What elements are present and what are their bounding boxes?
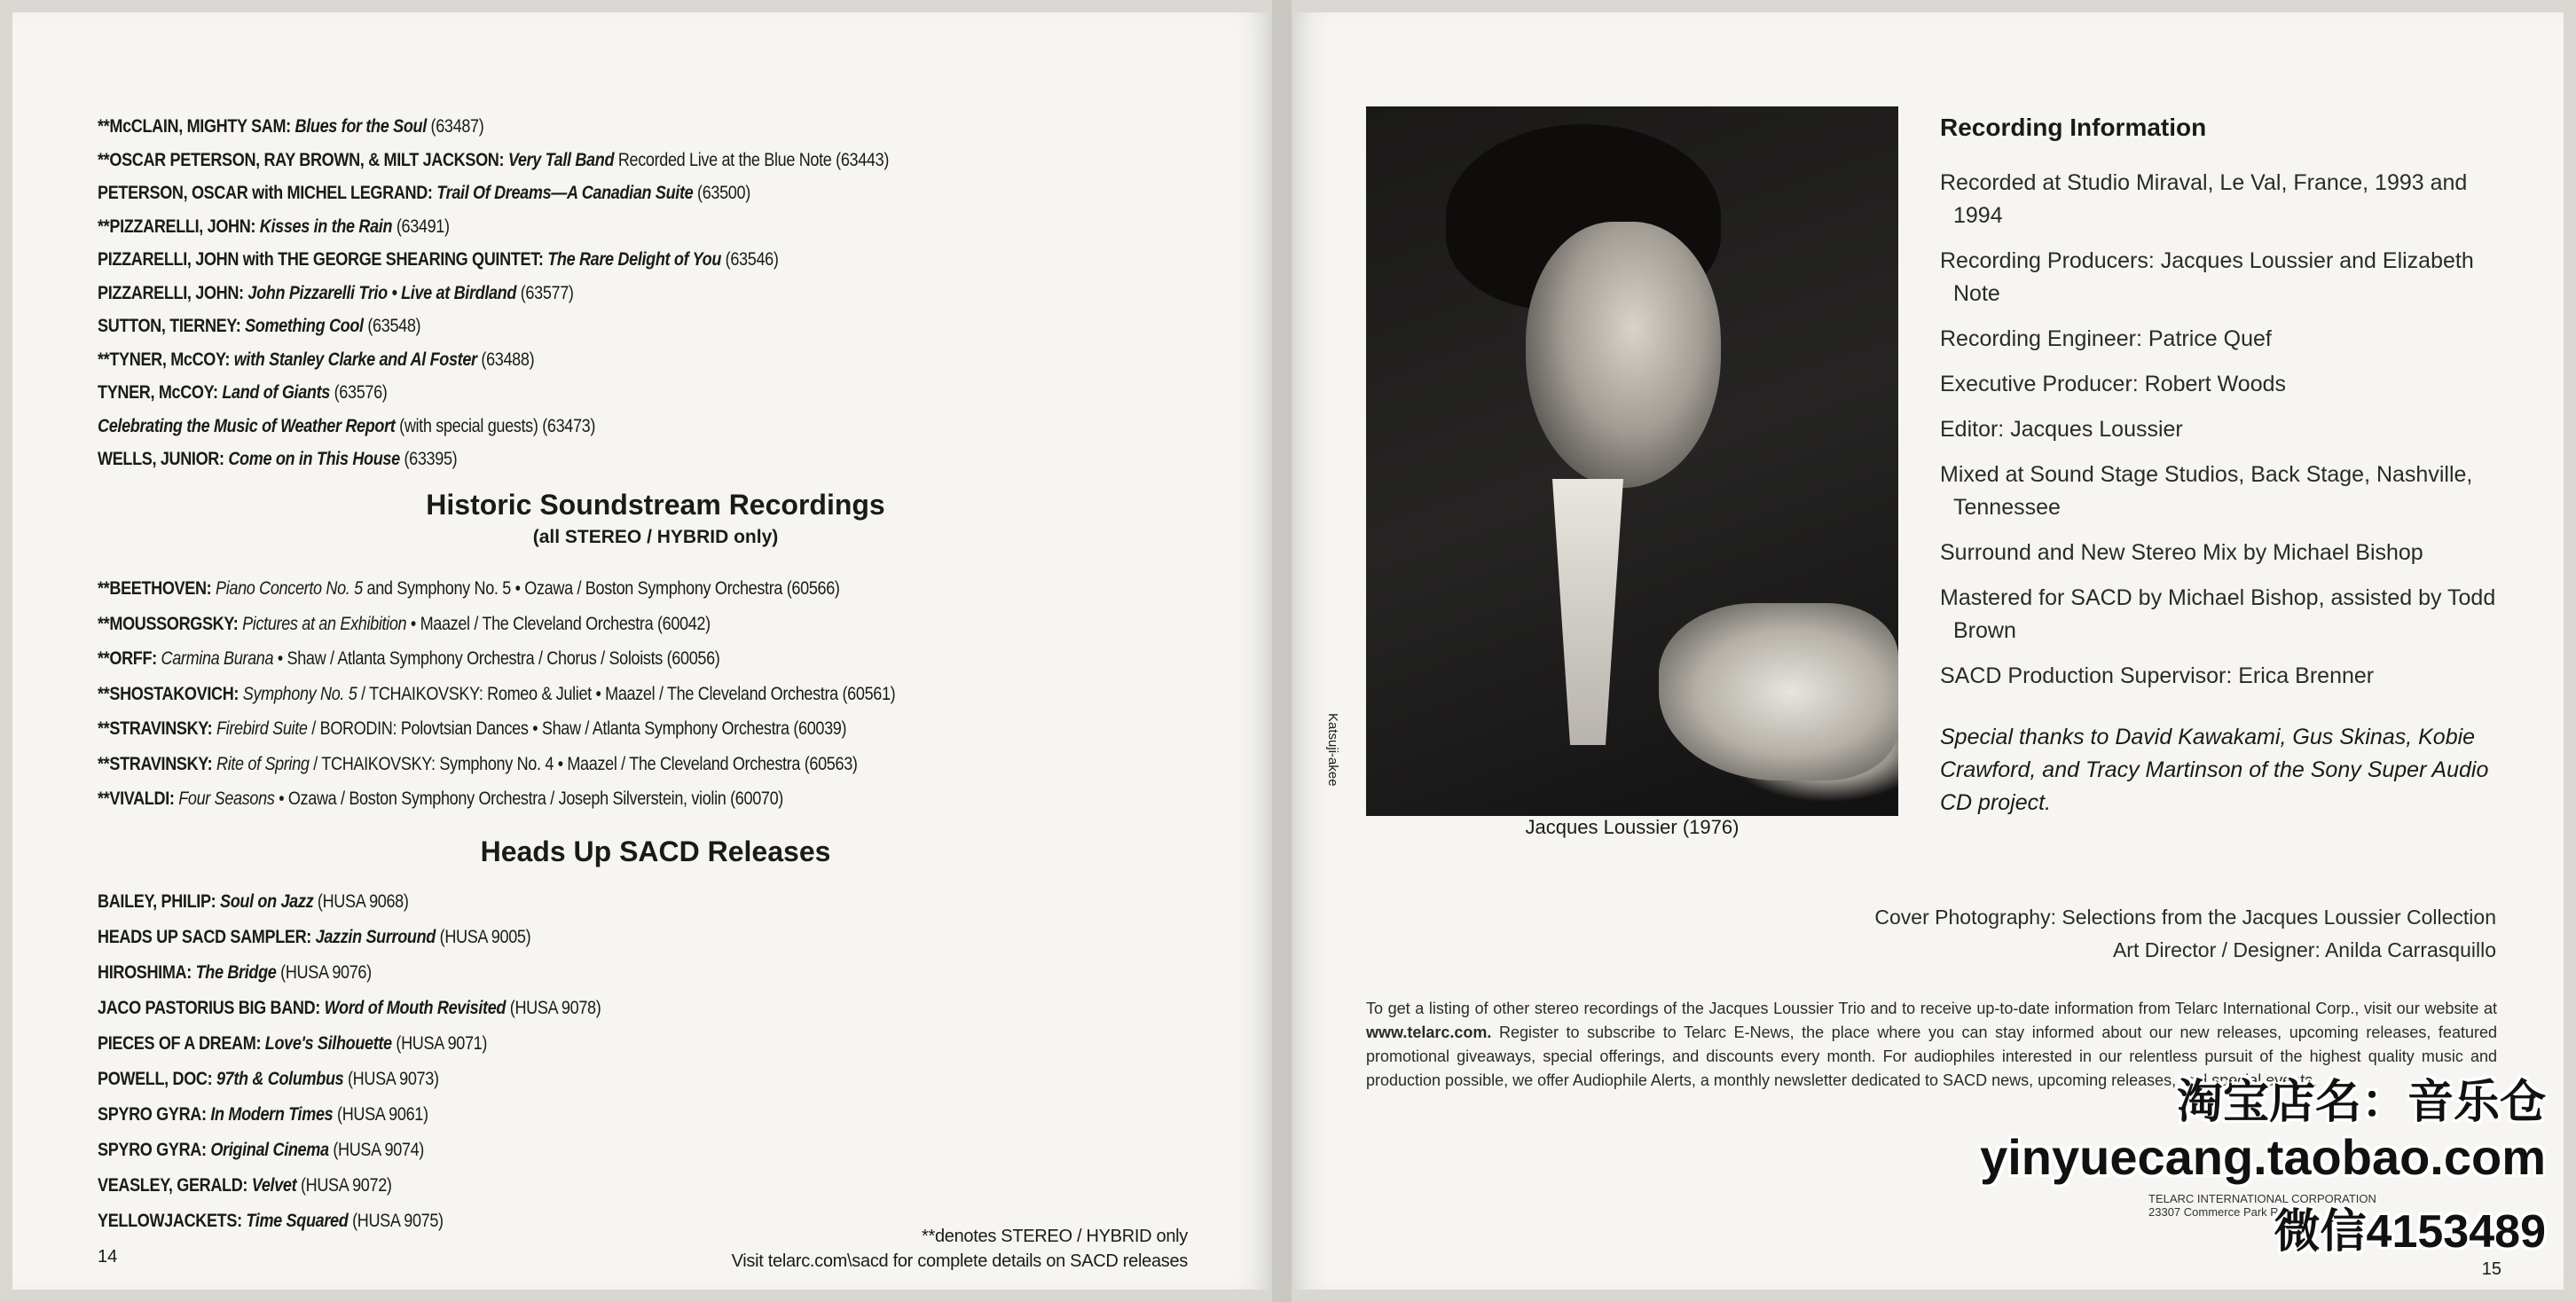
catalog-entry	[98, 376, 889, 410]
entry-title: Word of Mouth Revisited	[324, 998, 507, 1018]
entry-artist: JACO PASTORIUS BIG BAND:	[98, 998, 320, 1018]
entry-title: Land of Giants	[222, 382, 330, 403]
website-url[interactable]: www.telarc.com.	[1366, 1024, 1492, 1041]
footnote-stereo: **denotes STEREO / HYBRID only	[921, 1227, 1188, 1246]
entry-artist: **McCLAIN, MIGHTY SAM:	[98, 116, 291, 137]
entry-note: (HUSA 9073)	[348, 1069, 439, 1089]
entry-title: 97th & Columbus	[216, 1069, 344, 1089]
entry-note: (HUSA 9071)	[396, 1033, 488, 1054]
entry-artist: BAILEY, PHILIP:	[98, 891, 216, 912]
entry-note: (HUSA 9068)	[317, 891, 409, 912]
catalog-entry	[98, 310, 889, 343]
catalog-entry	[98, 1204, 601, 1239]
entry-note: Recorded Live at the Blue Note (63443)	[617, 149, 890, 170]
historic-list	[98, 571, 1025, 817]
entry-title: The Bridge	[195, 962, 277, 983]
entry-note: (HUSA 9076)	[280, 962, 372, 983]
entry-note: (HUSA 9078)	[509, 998, 601, 1018]
entry-artist: **MOUSSORGSKY:	[98, 613, 239, 634]
entry-note: (HUSA 9075)	[352, 1211, 444, 1231]
entry-artist: SPYRO GYRA:	[98, 1104, 207, 1125]
entry-note: / TCHAIKOVSKY: Symphony No. 4 • Maazel / The Cleveland Orchestra (60563)	[313, 753, 858, 774]
entry-artist: **TYNER, McCOY:	[98, 349, 231, 370]
catalog-list	[98, 110, 1017, 476]
entry-note: (63488)	[481, 349, 535, 370]
entry-artist: HIROSHIMA:	[98, 962, 192, 983]
catalog-entry	[98, 110, 889, 144]
photo-caption: Jacques Loussier (1976)	[1525, 816, 1740, 838]
entry-title: In Modern Times	[210, 1104, 334, 1125]
entry-note: (HUSA 9005)	[439, 927, 531, 947]
recording-info-item: Recording Producers: Jacques Loussier and Elizabeth Note	[1940, 248, 2474, 306]
entry-artist: PIZZARELLI, JOHN:	[98, 282, 244, 303]
page-number: 15	[2481, 1259, 2501, 1279]
catalog-entry	[98, 884, 601, 920]
entry-note: (63576)	[334, 382, 388, 403]
entry-artist: PIECES OF A DREAM:	[98, 1033, 262, 1054]
catalog-entry	[98, 1133, 601, 1168]
entry-artist: PIZZARELLI, JOHN with THE GEORGE SHEARING QUINTET:	[98, 249, 544, 270]
corp-name: TELARC INTERNATIONAL CORPORATION	[2148, 1192, 2376, 1205]
entry-title: Love's Silhouette	[264, 1033, 392, 1054]
entry-title: Soul on Jazz	[220, 891, 314, 912]
entry-title: Jazzin Surround	[315, 927, 436, 947]
entry-title: Velvet	[251, 1175, 297, 1196]
entry-note: (63548)	[367, 316, 421, 336]
recording-info-heading: Recording Information	[1940, 114, 2207, 141]
catalog-entry	[98, 210, 889, 244]
entry-artist: SPYRO GYRA:	[98, 1140, 207, 1160]
entry-note: (HUSA 9074)	[333, 1140, 424, 1160]
entry-title: Symphony No. 5	[242, 683, 357, 704]
catalog-entry	[98, 243, 889, 277]
entry-title: Firebird Suite	[216, 718, 308, 739]
catalog-entry	[98, 277, 889, 310]
watermark-wechat: 微信4153489	[2274, 1206, 2546, 1258]
entry-note: (HUSA 9072)	[300, 1175, 392, 1196]
catalog-entry	[98, 410, 889, 443]
entry-title: Something Cool	[245, 316, 364, 336]
cover-photo-credit: Cover Photography: Selections from the Jacques Loussier Collection	[1874, 906, 2496, 929]
entry-artist: **SHOSTAKOVICH:	[98, 683, 240, 704]
entry-title: Piano Concerto No. 5	[216, 578, 363, 599]
left-page	[12, 12, 1272, 1290]
entry-title: John Pizzarelli Trio • Live at Birdland	[247, 282, 517, 303]
entry-title: Very Tall Band	[507, 149, 615, 170]
entry-note: (63500)	[697, 183, 750, 203]
book-gutter	[1272, 0, 1292, 1302]
entry-artist: TYNER, McCOY:	[98, 382, 218, 403]
catalog-entry	[98, 176, 889, 210]
entry-title: Kisses in the Rain	[259, 216, 393, 237]
recording-info-item: Editor: Jacques Loussier	[1940, 417, 2183, 442]
entry-title: Celebrating the Music of Weather Report	[98, 415, 396, 436]
corp-address: 23307 Commerce Park Road	[2148, 1205, 2298, 1219]
catalog-entry	[98, 711, 895, 747]
entry-note: / TCHAIKOVSKY: Romeo & Juliet • Maazel / The Cleveland Orchestra (60561)	[361, 683, 896, 704]
entry-artist: **BEETHOVEN:	[98, 578, 212, 599]
historic-heading: Historic Soundstream Recordings	[426, 489, 885, 521]
entry-title: Original Cinema	[210, 1140, 329, 1160]
entry-title: Pictures at an Exhibition	[242, 613, 407, 634]
catalog-entry	[98, 991, 601, 1026]
entry-artist: PETERSON, OSCAR with MICHEL LEGRAND:	[98, 183, 433, 203]
catalog-entry	[98, 607, 895, 642]
catalog-entry	[98, 747, 895, 782]
entry-artist: WELLS, JUNIOR:	[98, 449, 224, 469]
entry-title: Rite of Spring	[216, 753, 310, 774]
entry-note: (63487)	[430, 116, 484, 137]
catalog-entry	[98, 1168, 601, 1204]
catalog-entry	[98, 443, 889, 476]
entry-artist: HEADS UP SACD SAMPLER:	[98, 927, 311, 947]
entry-title: The Rare Delight of You	[547, 249, 722, 270]
entry-artist: **VIVALDI:	[98, 788, 175, 809]
portrait-photo	[1366, 106, 1898, 816]
website-text-1: To get a listing of other stereo recordings of the Jacques Loussier Trio and to receive up-to-date information from Telarc International Corp., visit our website at	[1366, 1000, 2497, 1017]
entry-artist: VEASLEY, GERALD:	[98, 1175, 248, 1196]
website-text-2: Register to subscribe to Telarc E-News, the place where you can stay informed about our new releases, upcoming releases, featured promotional giveaways, special offerings, and discounts every month. For audiophiles interested in our relentless pursuit of the highest quality music and production possible, we offer Audiophile Alerts, a monthly newsletter dedicated to SACD news, upcoming releases, and special events.	[1366, 1024, 2497, 1089]
entry-title: Carmina Burana	[161, 648, 274, 669]
entry-artist: **PIZZARELLI, JOHN:	[98, 216, 256, 237]
page-number: 14	[98, 1247, 118, 1267]
catalog-entry	[98, 1062, 601, 1097]
watermark-shop-name: 淘宝店名：音乐仓	[2176, 1077, 2546, 1128]
recording-info-item: Executive Producer: Robert Woods	[1940, 372, 2287, 396]
entry-note: and Symphony No. 5 • Ozawa / Boston Symphony Orchestra (60566)	[366, 578, 840, 599]
entry-artist: POWELL, DOC:	[98, 1069, 213, 1089]
historic-subheading: (all STEREO / HYBRID only)	[532, 527, 779, 547]
entry-title: Four Seasons	[178, 788, 275, 809]
entry-note: (with special guests) (63473)	[399, 415, 596, 436]
entry-title: Time Squared	[246, 1211, 349, 1231]
footnote-visit: Visit telarc.com\sacd for complete details on SACD releases	[731, 1251, 1188, 1271]
catalog-entry	[98, 571, 895, 607]
watermark-url: yinyuecang.taobao.com	[1980, 1129, 2546, 1185]
entry-note: • Maazel / The Cleveland Orchestra (60042)	[410, 613, 711, 634]
photo-credit: Katsuji-akee	[1325, 713, 1340, 787]
entry-artist: **STRAVINSKY:	[98, 753, 213, 774]
recording-info-item: SACD Production Supervisor: Erica Brenner	[1940, 663, 2375, 688]
entry-artist: **STRAVINSKY:	[98, 718, 213, 739]
entry-note: (63395)	[404, 449, 458, 469]
heads-up-heading: Heads Up SACD Releases	[480, 835, 831, 867]
entry-note: (63546)	[725, 249, 779, 270]
catalog-entry	[98, 1097, 601, 1133]
special-thanks: Special thanks to David Kawakami, Gus Skinas, Kobie Crawford, and Tracy Martinson of the Sony Super Audio CD project.	[1940, 725, 2489, 815]
catalog-entry	[98, 641, 895, 677]
catalog-entry	[98, 343, 889, 377]
entry-artist: SUTTON, TIERNEY:	[98, 316, 241, 336]
entry-title: Trail Of Dreams—A Canadian Suite	[436, 183, 694, 203]
catalog-entry	[98, 144, 889, 177]
catalog-entry	[98, 1026, 601, 1062]
catalog-entry	[98, 781, 895, 817]
recording-info-item: Recording Engineer: Patrice Quef	[1940, 326, 2272, 351]
entry-title: with Stanley Clarke and Al Foster	[233, 349, 477, 370]
entry-note: (63577)	[520, 282, 574, 303]
recording-information	[1940, 114, 2499, 832]
entry-artist: **OSCAR PETERSON, RAY BROWN, & MILT JACKSON:	[98, 149, 505, 170]
recording-info-list	[1940, 167, 2499, 693]
catalog-entry	[98, 677, 895, 712]
art-director-credit: Art Director / Designer: Anilda Carrasquillo	[2112, 938, 2496, 961]
entry-note: • Shaw / Atlanta Symphony Orchestra / Chorus / Soloists (60056)	[277, 648, 720, 669]
recording-info-item: Recorded at Studio Miraval, Le Val, France, 1993 and 1994	[1940, 170, 2468, 228]
recording-info-item: Mixed at Sound Stage Studios, Back Stage, Nashville, Tennessee	[1940, 462, 2473, 520]
entry-note: (63491)	[396, 216, 450, 237]
recording-info-item: Mastered for SACD by Michael Bishop, assisted by Todd Brown	[1940, 585, 2496, 643]
entry-note: (HUSA 9061)	[337, 1104, 428, 1125]
entry-note: • Ozawa / Boston Symphony Orchestra / Joseph Silverstein, violin (60070)	[279, 788, 783, 809]
entry-title: Come on in This House	[228, 449, 400, 469]
entry-artist: **ORFF:	[98, 648, 157, 669]
credits	[1874, 901, 2496, 967]
catalog-entry	[98, 955, 601, 991]
catalog-entry	[98, 920, 601, 955]
entry-artist: YELLOWJACKETS:	[98, 1211, 242, 1231]
entry-title: Blues for the Soul	[295, 116, 427, 137]
heads-up-list	[98, 884, 683, 1239]
recording-info-item: Surround and New Stereo Mix by Michael Bishop	[1940, 540, 2423, 565]
entry-note: / BORODIN: Polovtsian Dances • Shaw / Atlanta Symphony Orchestra (60039)	[311, 718, 847, 739]
